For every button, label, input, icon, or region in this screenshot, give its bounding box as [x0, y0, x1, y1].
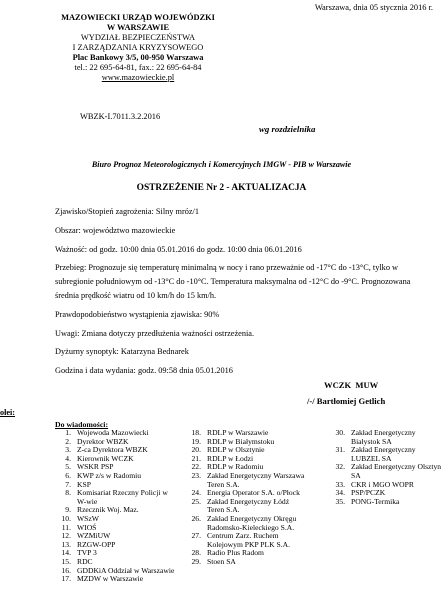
distribution-column-3	[331, 429, 443, 506]
signature-name: /-/ Bartłomiej Getlich	[307, 396, 386, 406]
item-text: Energia Operator S.A. o/Płock	[207, 488, 300, 498]
item-text: WSKR PSP	[77, 462, 114, 472]
list-item	[56, 575, 176, 584]
item-text: PSP/PCZK	[351, 488, 386, 498]
list-item	[56, 515, 176, 524]
item-text: RDLP w Warszawie	[207, 428, 269, 437]
list-item	[56, 549, 176, 558]
item-text: RDLP w Olsztynie	[207, 445, 265, 455]
item-text: RDC	[77, 556, 93, 566]
issuing-office: Biuro Prognoz Meteorologicznych i Komercyjnych IMGW - PIB w Warszawie	[91, 160, 352, 169]
item-text: Zakład Energetyczny LUBZEL SA	[351, 445, 416, 463]
area: Obszar: województwo mazowieckie	[55, 225, 176, 235]
item-number: 21.	[191, 453, 201, 463]
org-city: W WARSZAWIE	[106, 23, 170, 32]
item-text: GDDKiA Oddział w Warszawie	[77, 565, 175, 575]
item-text: Zakład Energetyczny Olsztyn SA	[351, 462, 442, 480]
item-text: Stoen SA	[207, 556, 236, 566]
item-number: 26.	[191, 513, 201, 523]
list-item	[56, 524, 176, 533]
list-item	[56, 532, 176, 541]
list-item	[187, 472, 307, 489]
probability: Prawdopodobieństwo wystąpienia zjawiska: 90%	[55, 309, 220, 319]
item-number: 9.	[65, 505, 71, 515]
item-text: RDLP w Łodzi	[207, 453, 254, 463]
warning-title: OSTRZEŻENIE Nr 2 - AKTUALIZACJA	[136, 183, 307, 193]
item-number: 14.	[61, 548, 71, 558]
item-text: CKR i MGO WOPR	[351, 479, 414, 489]
list-item	[187, 498, 307, 515]
duty-forecaster: Dyżurny synoptyk: Katarzyna Bednarek	[55, 347, 189, 357]
list-item	[331, 446, 443, 463]
phenomenon: Zjawisko/Stopień zagrożenia: Silny mróz/1	[55, 207, 200, 216]
item-text: WZMiUW	[77, 531, 111, 541]
item-text: WSzW	[77, 513, 99, 523]
reference-number: WBZK-I.7011.3.2.2016	[80, 112, 161, 121]
validity: Ważność: od godz. 10:00 dnia 05.01.2016 do godz. 10:00 dnia 06.01.2016	[55, 244, 302, 254]
item-text: Wojewoda Mazowiecki	[77, 428, 149, 437]
item-text: Komisariat Rzeczny Policji w W-wie	[77, 488, 168, 506]
item-number: 30.	[335, 428, 345, 437]
item-number: 8.	[65, 488, 71, 498]
item-text: PONG-Termika	[351, 496, 400, 506]
letterhead	[52, 13, 224, 83]
item-number: 35.	[335, 496, 345, 506]
item-number: 27.	[191, 531, 201, 541]
item-number: 10.	[61, 513, 71, 523]
list-item	[187, 549, 307, 558]
course: Przebieg: Prognozuje się temperaturę minimalną w nocy i rano przeważnie od -17°C do -13°C, tylko w subregionie południowym od -13°C do -10°C. Temperatura maksymalna od -12°C do -9°C. Prognozowana średnia prędkość wiatru od 10 km/h do 15 km/h.	[55, 263, 411, 300]
item-number: 16.	[61, 565, 71, 575]
list-item	[56, 455, 176, 464]
item-text: Zakład Energetyczny Łódź Teren S.A.	[207, 496, 290, 515]
item-text: Zakład Energetyczny Białystok SA	[351, 428, 416, 446]
item-number: 32.	[335, 462, 345, 472]
item-number: 29.	[191, 556, 201, 566]
item-text: KWP z/s w Radomiu	[77, 470, 142, 480]
item-number: 3.	[65, 445, 71, 455]
item-text: TVP 3	[77, 548, 97, 558]
item-number: 15.	[61, 556, 71, 566]
signature-unit: WCZK MUW	[324, 380, 379, 390]
dept-line-1: WYDZIAŁ BEZPIECZEŃSTWA	[80, 33, 196, 42]
address: Plac Bankowy 3/5, 00-950 Warszawa	[72, 53, 204, 62]
item-number: 2.	[65, 436, 71, 446]
item-number: 12.	[61, 531, 71, 541]
org-name: MAZOWIECKI URZĄD WOJEWÓDZKI	[61, 13, 215, 22]
distribution-note: wg rozdzielnika	[259, 124, 316, 134]
item-number: 24.	[191, 488, 201, 498]
item-text: Z-ca Dyrektora WBZK	[77, 445, 148, 455]
item-number: 34.	[335, 488, 345, 498]
item-number: 22.	[191, 462, 201, 472]
item-text: Zakład Energetyczny Warszawa Teren S.A.	[207, 470, 305, 489]
item-number: 18.	[191, 428, 201, 437]
item-text: Dyrektor WBZK	[77, 436, 129, 446]
dept-line-2: I ZARZĄDZANIA KRYZYSOWEGO	[72, 43, 204, 52]
list-item	[331, 498, 443, 507]
distribution-fragment: ołei:	[0, 408, 16, 417]
list-item	[187, 515, 307, 532]
item-number: 13.	[61, 539, 71, 549]
distribution-column-1	[56, 429, 176, 584]
item-number: 7.	[65, 479, 71, 489]
list-item	[56, 472, 176, 481]
item-number: 4.	[65, 453, 71, 463]
item-number: 31.	[335, 445, 345, 455]
document-date: Warszawa, dnia 05 stycznia 2016 r.	[314, 3, 433, 12]
list-item	[56, 489, 176, 506]
item-text: WIOŚ	[77, 522, 97, 532]
list-item	[331, 429, 443, 446]
item-number: 6.	[65, 470, 71, 480]
list-item	[187, 532, 307, 549]
item-text: RZGW-OPP	[77, 539, 116, 549]
item-text: Kierownik WCZK	[77, 453, 134, 463]
item-number: 17.	[61, 574, 71, 584]
item-number: 19.	[191, 436, 201, 446]
item-text: KSP	[77, 479, 91, 489]
item-number: 11.	[61, 522, 71, 532]
item-text: Radio Plus Radom	[207, 548, 264, 558]
distribution-title: Do wiadomości:	[55, 420, 109, 429]
item-text: MZDW w Warszawie	[77, 574, 144, 584]
list-item	[187, 558, 307, 567]
remarks: Uwagi: Zmiana dotyczy przedłużenia ważności ostrzeżenia.	[55, 328, 255, 338]
item-number: 28.	[191, 548, 201, 558]
list-item	[331, 481, 443, 490]
list-item	[56, 506, 176, 515]
phone-fax: tel.: 22 695-64-81, fax.: 22 695-64-84	[74, 63, 202, 72]
website-link[interactable]: www.mazowieckie.pl	[101, 73, 175, 82]
item-text: Centrum Zarz. Ruchem Kolejowym PKP PLK S.A.	[207, 531, 291, 549]
item-number: 1.	[65, 428, 71, 437]
item-text: RDLP w Białymstoku	[207, 436, 275, 446]
item-text: RDLP w Radomiu	[207, 462, 264, 472]
list-item	[331, 463, 443, 480]
warning-body	[55, 205, 427, 383]
item-number: 33.	[335, 479, 345, 489]
distribution-column-2	[187, 429, 307, 567]
issue-time: Godzina i data wydania: godz. 09:58 dnia 05.01.2016	[55, 366, 233, 376]
item-text: Zakład Energetyczny Okręgu Radomsko-Kieleckiego S.A.	[207, 513, 297, 532]
item-number: 25.	[191, 496, 201, 506]
item-number: 20.	[191, 445, 201, 455]
item-number: 5.	[65, 462, 71, 472]
list-item	[56, 541, 176, 550]
item-text: Rzecznik Woj. Maz.	[77, 505, 139, 515]
item-number: 23.	[191, 470, 201, 480]
